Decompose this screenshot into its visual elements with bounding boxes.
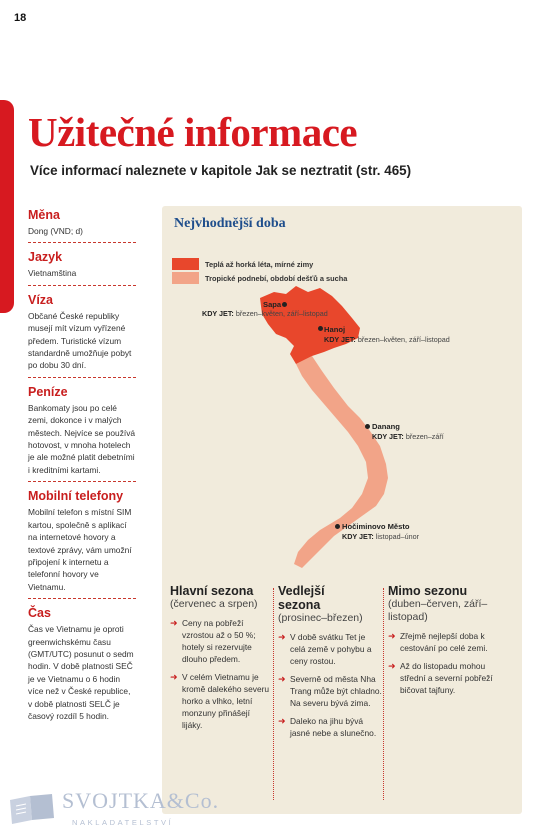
bullet-text: V době svátku Tet je celá země v pohybu a ceny rostou.	[290, 632, 372, 666]
city-months: březen–září	[405, 432, 444, 441]
page-number: 18	[14, 12, 27, 24]
city-best-time	[324, 335, 450, 344]
sidebar-language	[28, 250, 136, 285]
sidebar-heading: Mobilní telefony	[28, 489, 124, 504]
seasons	[170, 584, 516, 806]
season-bullet	[388, 630, 512, 654]
arrow-right-icon: ➜	[278, 632, 286, 642]
season-title: Mimo sezonu	[388, 584, 468, 598]
city-name: Sapa	[263, 300, 282, 309]
season-bullet	[278, 631, 382, 667]
sidebar-text: Čas ve Vietnamu je oproti greenwichskému času (GMT/UTC) posunut o sedm hodin. V době platnosti SEČ je ve Vietnamu o 6 hodin více než v České republice, v době platnosti SELČ je časový rozdíl 5 hodin.	[28, 624, 134, 721]
sidebar-text: Vietnamština	[28, 268, 77, 279]
legend-label: Tropické podnebí, období dešťů a sucha	[205, 273, 348, 283]
bullet-text: Severně od města Nha Trang může být chladno. Na severu bývá zima.	[290, 674, 382, 708]
city-best-time	[372, 432, 444, 441]
season-divider	[273, 588, 274, 800]
city-marker-ho-chi-minh	[335, 524, 340, 529]
kdy-jet-label: KDY JET:	[202, 309, 234, 318]
publisher-logo	[8, 786, 220, 834]
city-name: Danang	[372, 422, 400, 431]
legend-item-temperate	[172, 258, 313, 270]
city-months: listopad–únor	[375, 532, 419, 541]
city-name: Hanoj	[324, 325, 346, 334]
kdy-jet-label: KDY JET:	[342, 532, 374, 541]
season-bullet	[388, 660, 512, 696]
logo-subtitle: NAKLADATELSTVÍ	[72, 818, 174, 827]
bullet-text: Ceny na pobřeží vzrostou až o 50 %; hotely si rezervujte dlouho předem.	[182, 618, 256, 664]
arrow-right-icon: ➜	[278, 716, 286, 726]
book-logo-icon	[8, 792, 56, 826]
city-name: Hočiminovo Město	[342, 522, 410, 531]
season-bullet	[170, 671, 270, 731]
city-marker-hanoj	[318, 326, 323, 331]
arrow-right-icon: ➜	[388, 661, 396, 671]
sidebar	[28, 208, 136, 734]
sidebar-heading: Víza	[28, 292, 54, 307]
sidebar-money	[28, 385, 136, 482]
city-best-time	[342, 532, 419, 541]
city-marker-sapa	[282, 302, 287, 307]
city-best-time	[202, 309, 328, 318]
sidebar-currency	[28, 208, 136, 243]
season-dates: (duben–červen, září–listopad)	[388, 598, 488, 623]
arrow-right-icon: ➜	[388, 631, 396, 641]
sidebar-text: Dong (VND; d)	[28, 226, 83, 236]
logo-name: SVOJTKA&Co.	[62, 788, 220, 813]
city-months: březen–květen, září–listopad	[357, 335, 450, 344]
legend-label: Teplá až horká léta, mírné zimy	[205, 259, 314, 269]
season-divider	[383, 588, 384, 800]
sidebar-heading: Jazyk	[28, 250, 63, 265]
season-low	[388, 584, 512, 804]
city-marker-danang	[365, 424, 370, 429]
bullet-text: V celém Vietnamu je kromě dalekého severu horko a vlhko, letní monzuny přinášejí lijáky.	[182, 672, 270, 730]
sidebar-heading: Měna	[28, 208, 60, 222]
page-subtitle: Více informací naleznete v kapitole Jak se neztratit (str. 465)	[30, 163, 412, 178]
season-bullet	[170, 617, 270, 665]
season-dates: (prosinec–březen)	[278, 612, 363, 624]
season-bullet	[278, 715, 382, 739]
season-title: Vedlejší sezona	[278, 584, 325, 612]
sidebar-heading: Čas	[28, 606, 51, 621]
legend-swatch	[172, 272, 199, 284]
panel-title: Nejvhodnější doba	[174, 216, 286, 231]
sidebar-mobile-phones	[28, 489, 136, 599]
kdy-jet-label: KDY JET:	[324, 335, 356, 344]
legend-item-tropical	[172, 272, 347, 284]
bullet-text: Daleko na jihu bývá jasné nebe a slunečno.	[290, 716, 377, 738]
season-high	[170, 584, 270, 804]
sidebar-text: Občané České republiky musejí mít vízum vyřízené předem. Turistické vízum standardně umožňuje pobyt po dobu 30 dní.	[28, 310, 132, 371]
season-shoulder	[278, 584, 382, 804]
bullet-text: Až do listopadu mohou střední a severní pobřeží bičovat tajfuny.	[400, 661, 493, 695]
sidebar-visa	[28, 293, 136, 378]
arrow-right-icon: ➜	[170, 672, 178, 682]
legend-swatch	[172, 258, 199, 270]
season-dates: (červenec a srpen)	[170, 598, 258, 610]
season-title: Hlavní sezona	[170, 584, 254, 598]
sidebar-text: Mobilní telefon s místní SIM kartou, společně s aplikací na internetové hovory a textové zprávy, vám umožní připojení k internetu a telefonní hovory ve Vietnamu.	[28, 507, 132, 592]
red-edge-tab	[0, 100, 14, 313]
best-time-panel	[162, 206, 522, 814]
sidebar-time	[28, 606, 136, 727]
sidebar-heading: Peníze	[28, 384, 68, 399]
sidebar-text: Bankomaty jsou po celé zemi, dokonce i v malých městech. Nejvíce se používá hotovost, v mnoha hotelech je ale možné platit debetními i kreditními kartami.	[28, 402, 136, 475]
kdy-jet-label: KDY JET:	[372, 432, 404, 441]
bullet-text: Zřejmě nejlepší doba k cestování po celé zemi.	[400, 631, 488, 653]
arrow-right-icon: ➜	[170, 618, 178, 628]
arrow-right-icon: ➜	[278, 674, 286, 684]
city-months: březen–květen, září–listopad	[235, 309, 328, 318]
season-bullet	[278, 673, 382, 709]
page-title: Užitečné informace	[28, 109, 358, 155]
